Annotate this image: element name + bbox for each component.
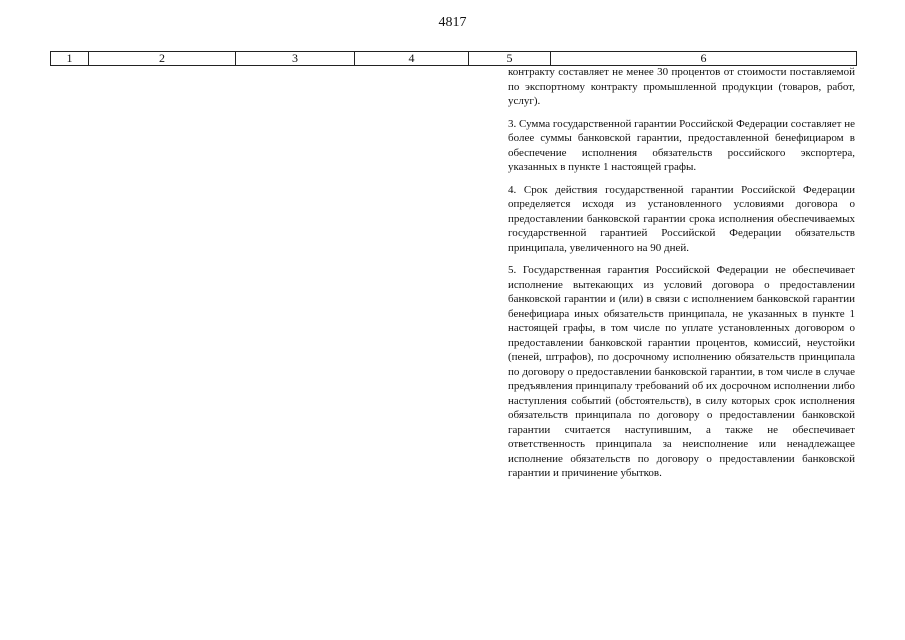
table-column-header-row [50,51,857,66]
paragraph-continuation: контракту составляет не менее 30 процентов от стоимости поставляемой по экспортному контракту промышленной продукции (товаров, работ, услуг). [508,66,855,107]
column-number-5: 5 [469,52,551,65]
column-number-1: 1 [51,52,89,65]
paragraph-item-5: 5. Государственная гарантия Российской Федерации не обеспечивает исполнение вытекающих из условий договора о предоставлении банковской гарантии и (или) в связи с исполнением банковской гарантии бенефициара иных обязательств принципала, не указанных в пункте 1 настоящей графы, в том числе по уплате установленных договором о предоставлении банковской гарантии процентов, комиссий, неустойки (пеней, штрафов), по досрочному исполнению обязательств принципала по договору о предоставлении банковской гарантии, в том числе в случае предъявления принципалу требований об их досрочном исполнении либо наступления событий (обстоятельств), в силу которых срок исполнения обязательств принципала по договору о предоставлении банковской гарантии считается наступившим, а также не обеспечивает ответственность принципала за неисполнение или ненадлежащее исполнение обязательств по договору о предоставлении банковской гарантии и причинение убытков. [508,264,855,479]
paragraph-item-3: 3. Сумма государственной гарантии Российской Федерации составляет не более суммы банковской гарантии, предоставленной бенефициаром в обеспечение исполнения обязательств российского экспортера, указанных в пункте 1 настоящей графы. [508,117,855,173]
column-number-2: 2 [89,52,236,65]
paragraph-item-4: 4. Срок действия государственной гарантии Российской Федерации определяется исходя из установленного условиями договора о предоставлении банковской гарантии срока исполнения обеспечиваемых государственной гарантией Российской Федерации обязательств принципала, увеличенного на 90 дней. [508,183,855,254]
column-number-3: 3 [236,52,355,65]
column-number-6: 6 [700,51,707,65]
column-number-4: 4 [355,52,469,65]
column-6-content [508,65,855,489]
page-number: 4817 [438,15,467,30]
